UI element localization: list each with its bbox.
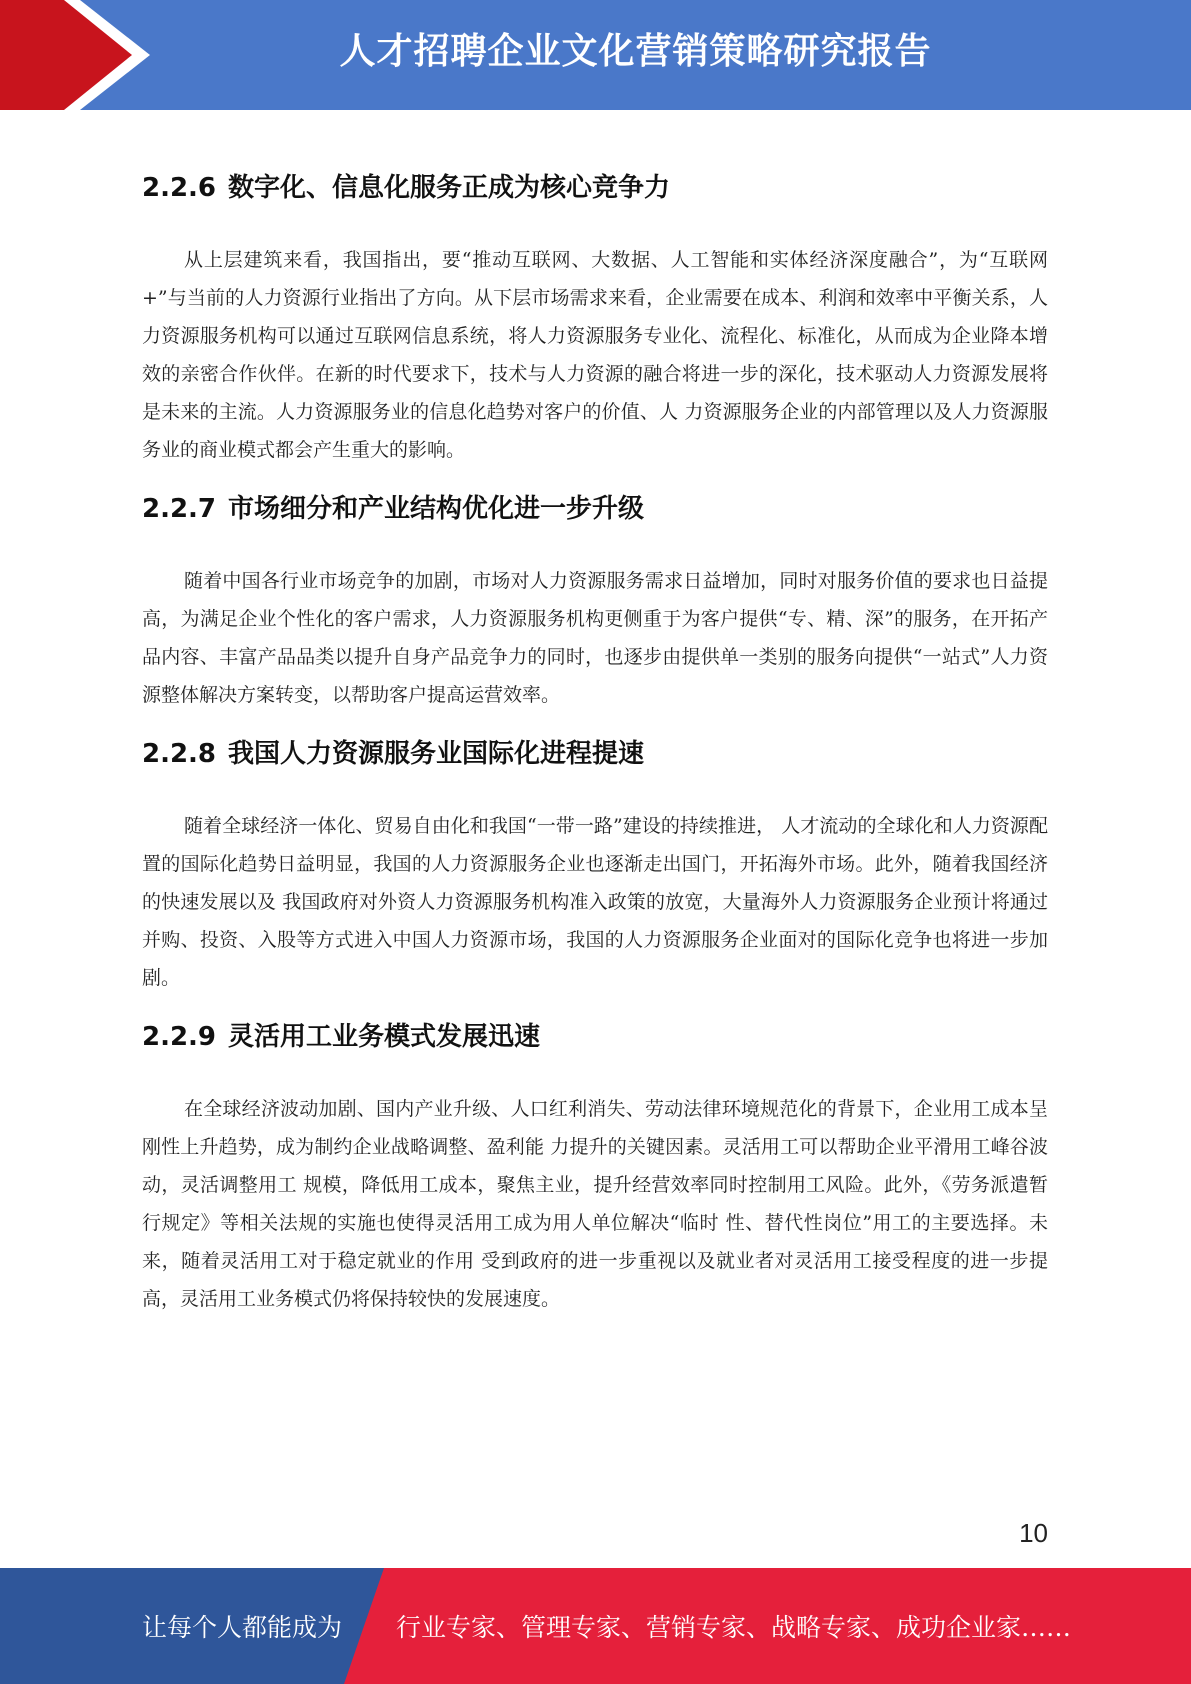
section-title: 灵活用工业务模式发展迅速 [228, 1022, 541, 1052]
section-title: 我国人力资源服务业国际化进程提速 [228, 739, 645, 769]
section-number: 2.2.6 [142, 173, 217, 203]
section-paragraph: 在全球经济波动加剧、国内产业升级、人口红利消失、劳动法律环境规范化的背景下，企业用工成本呈刚性上升趋势，成为制约企业战略调整、盈利能 力提升的关键因素。灵活用工可以帮助企业平滑用工峰谷波动，灵活调整用工 规模，降低用工成本，聚焦主业，提升经营效率同时控制用工风险。此外，《劳务派遣暂行规定》等相关法规的实施也使得灵活用工成为用人单位解决“临时 性、替代性岗位”用工的主要选择。未来，随着灵活用工对于稳定就业的作用 受到政府的进一步重视以及就业者对灵活用工接受程度的进一步提高，灵活用工业务模式仍将保持较快的发展速度。 [142, 1098, 1048, 1310]
footer-slogan-right: 行业专家、管理专家、营销专家、战略专家、成功企业家…… [396, 1613, 1072, 1642]
section-2-2-6 [142, 168, 1048, 469]
report-title: 人才招聘企业文化营销策略研究报告 [339, 31, 932, 72]
section-heading [142, 734, 1048, 774]
header-arrow-mark [0, 0, 160, 110]
section-2-2-7 [142, 489, 1048, 714]
page-number: 10 [1019, 1518, 1048, 1548]
page-content [142, 150, 1048, 1338]
section-paragraph: 从上层建筑来看，我国指出，要“推动互联网、大数据、人工智能和实体经济深度融合”，为“互联网+”与当前的人力资源行业指出了方向。从下层市场需求来看，企业需要在成本、利润和效率中平衡关系，人力资源服务机构可以通过互联网信息系统，将人力资源服务专业化、流程化、标准化，从而成为企业降本增效的亲密合作伙伴。在新的时代要求下，技术与人力资源的融合将进一步的深化，技术驱动人力资源发展将是未来的主流。人力资源服务业的信息化趋势对客户的价值、人 力资源服务企业的内部管理以及人力资源服务业的商业模式都会产生重大的影响。 [142, 249, 1048, 461]
page-header [0, 0, 1191, 110]
section-title: 数字化、信息化服务正成为核心竞争力 [228, 173, 671, 203]
footer-slogan-left: 让每个人都能成为 [142, 1613, 343, 1642]
section-title: 市场细分和产业结构优化进一步升级 [228, 494, 645, 524]
section-2-2-8 [142, 734, 1048, 997]
section-heading [142, 1017, 1048, 1057]
section-2-2-9 [142, 1017, 1048, 1318]
section-heading [142, 168, 1048, 208]
section-paragraph: 随着全球经济一体化、贸易自由化和我国“一带一路”建设的持续推进， 人才流动的全球化和人力资源配置的国际化趋势日益明显，我国的人力资源服务企业也逐渐走出国门，开拓海外市场。此外，随着我国经济的快速发展以及 我国政府对外资人力资源服务机构准入政策的放宽，大量海外人力资源服务企业预计将通过并购、投资、入股等方式进入中国人力资源市场，我国的人力资源服务企业面对的国际化竞争也将进一步加剧。 [142, 815, 1048, 989]
page-footer [0, 1568, 1191, 1684]
section-number: 2.2.7 [142, 494, 217, 524]
section-number: 2.2.8 [142, 739, 217, 769]
section-number: 2.2.9 [142, 1022, 217, 1052]
section-paragraph: 随着中国各行业市场竞争的加剧，市场对人力资源服务需求日益增加，同时对服务价值的要求也日益提高，为满足企业个性化的客户需求，人力资源服务机构更侧重于为客户提供“专、精、深”的服务，在开拓产品内容、丰富产品品类以提升自身产品竞争力的同时，也逐步由提供单一类别的服务向提供“一站式”人力资源整体解决方案转变，以帮助客户提高运营效率。 [142, 570, 1048, 706]
section-heading [142, 489, 1048, 529]
